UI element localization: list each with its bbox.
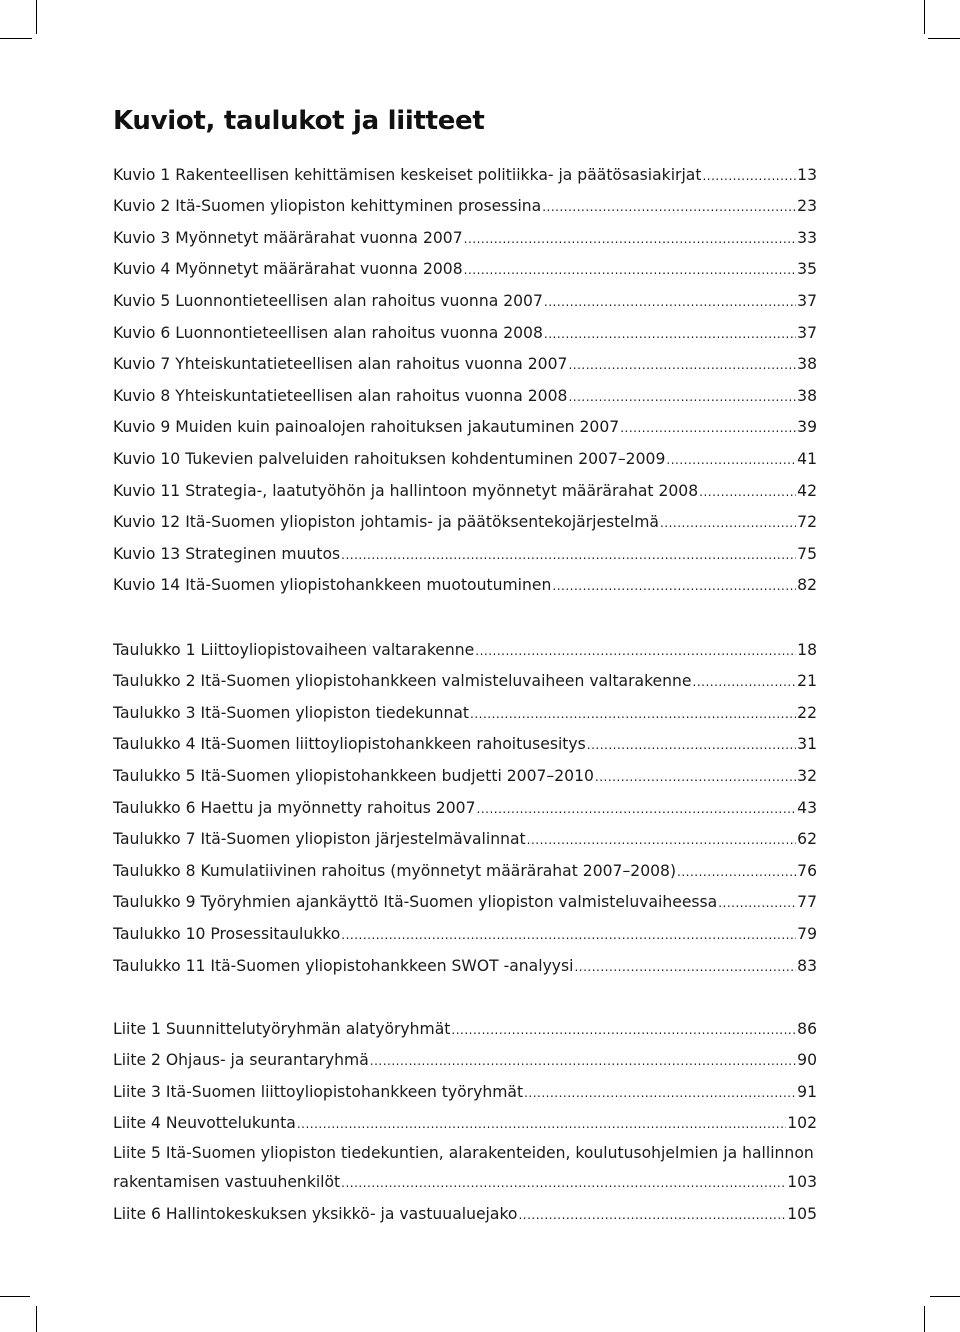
- dot-leader: [702, 164, 796, 180]
- toc-entry-label: Kuvio 8 Yhteiskuntatieteellisen alan rahoitus vuonna 2008: [113, 386, 568, 405]
- dot-leader: [297, 1113, 786, 1129]
- toc-entry-label: Kuvio 2 Itä-Suomen yliopiston kehittyminen prosessina: [113, 197, 542, 216]
- toc-entry-label: Kuvio 13 Strateginen muutos: [113, 544, 341, 563]
- toc-entry[interactable]: [113, 164, 817, 196]
- toc-entry[interactable]: [113, 480, 817, 512]
- dot-leader: [451, 1018, 796, 1034]
- toc-entry[interactable]: [113, 892, 817, 924]
- toc-entry-label: Kuvio 6 Luonnontieteellisen alan rahoitus vuonna 2008: [113, 323, 543, 342]
- crop-mark: [36, 1306, 37, 1332]
- dot-leader: [660, 512, 796, 528]
- dot-leader: [341, 543, 796, 559]
- toc-entry-label: Taulukko 10 Prosessitaulukko: [113, 924, 341, 943]
- toc-entry[interactable]: [113, 385, 817, 417]
- toc-entry-label: Liite 1 Suunnittelutyöryhmän alatyöryhmät: [113, 1019, 451, 1038]
- toc-entry[interactable]: [113, 1018, 817, 1050]
- crop-mark: [0, 38, 32, 39]
- toc-entry[interactable]: [113, 196, 817, 228]
- dot-leader: [544, 322, 796, 338]
- dot-leader: [544, 290, 796, 306]
- toc-entry[interactable]: [113, 955, 817, 987]
- dot-leader: [620, 417, 796, 433]
- toc-entry-label: Liite 3 Itä-Suomen liittoyliopistohankkeen työryhmät: [113, 1082, 524, 1101]
- toc-entry-page: 31: [797, 735, 817, 754]
- toc-entry-page: 13: [797, 165, 817, 184]
- toc-entry[interactable]: [113, 322, 817, 354]
- toc-entry-label: Kuvio 11 Strategia-, laatutyöhön ja hallintoon myönnetyt määrärahat 2008: [113, 481, 699, 500]
- toc-entry-label: Liite 4 Neuvottelukunta: [113, 1114, 296, 1133]
- toc-entry[interactable]: [113, 227, 817, 259]
- crop-mark: [924, 1306, 925, 1332]
- dot-leader: [677, 860, 796, 876]
- toc-entry-label: Kuvio 1 Rakenteellisen kehittämisen keskeiset politiikka- ja päätösasiakirjat: [113, 165, 702, 184]
- toc-entry-page: 103: [787, 1172, 817, 1191]
- page-title: Kuviot, taulukot ja liitteet: [113, 106, 485, 136]
- crop-mark: [0, 1296, 30, 1297]
- crop-mark: [924, 0, 925, 34]
- toc-entry-page: 75: [797, 544, 817, 563]
- dot-leader: [574, 955, 796, 971]
- appendix-list: [113, 1018, 817, 1235]
- dot-leader: [568, 385, 796, 401]
- dot-leader: [518, 1203, 786, 1219]
- toc-entry-page: 62: [797, 830, 817, 849]
- dot-leader: [524, 1081, 796, 1097]
- dot-leader: [370, 1050, 796, 1066]
- toc-entry-page: 91: [797, 1082, 817, 1101]
- toc-entry-page: 43: [797, 798, 817, 817]
- dot-leader: [527, 829, 797, 845]
- dot-leader: [568, 354, 796, 370]
- toc-entry-page: 83: [797, 956, 817, 975]
- toc-entry-page: 105: [787, 1204, 817, 1223]
- toc-entry-page: 72: [797, 513, 817, 532]
- toc-entry[interactable]: [113, 797, 817, 829]
- toc-entry-label: Taulukko 6 Haettu ja myönnetty rahoitus 2007: [113, 798, 476, 817]
- toc-entry[interactable]: [113, 765, 817, 797]
- toc-entry-label: Taulukko 9 Työryhmien ajankäyttö Itä-Suomen yliopiston valmisteluvaiheessa: [113, 893, 718, 912]
- toc-entry-page: 21: [797, 672, 817, 691]
- toc-entry[interactable]: [113, 1113, 817, 1145]
- toc-entry-page: 32: [797, 766, 817, 785]
- toc-entry[interactable]: [113, 354, 817, 386]
- toc-entry-label: Taulukko 5 Itä-Suomen yliopistohankkeen budjetti 2007–2010: [113, 766, 594, 785]
- dot-leader: [464, 227, 797, 243]
- toc-entry[interactable]: [113, 575, 817, 607]
- toc-entry[interactable]: [113, 290, 817, 322]
- toc-entry-page: 90: [797, 1051, 817, 1070]
- toc-entry-label: Kuvio 5 Luonnontieteellisen alan rahoitus vuonna 2007: [113, 291, 543, 310]
- dot-leader: [477, 797, 797, 813]
- toc-entry-label: Liite 5 Itä-Suomen yliopiston tiedekuntien, alarakenteiden, koulutusohjelmien ja hallinnon: [113, 1144, 814, 1163]
- toc-entry-page: 35: [797, 260, 817, 279]
- toc-entry[interactable]: [113, 543, 817, 575]
- toc-entry-label: Kuvio 10 Tukevien palveluiden rahoituksen kohdentuminen 2007–2009: [113, 449, 666, 468]
- dot-leader: [341, 923, 796, 939]
- toc-entry[interactable]: [113, 639, 817, 671]
- toc-entry-page: 82: [797, 576, 817, 595]
- toc-entry-page: 76: [797, 861, 817, 880]
- toc-entry[interactable]: [113, 417, 817, 449]
- crop-mark: [930, 1296, 960, 1297]
- toc-entry-label: Kuvio 12 Itä-Suomen yliopiston johtamis- ja päätöksentekojärjestelmä: [113, 513, 659, 532]
- toc-entry[interactable]: [113, 1171, 817, 1203]
- table-list: [113, 639, 817, 987]
- toc-entry[interactable]: [113, 734, 817, 766]
- toc-entry-label: Kuvio 4 Myönnetyt määrärahat vuonna 2008: [113, 260, 463, 279]
- toc-entry[interactable]: [113, 702, 817, 734]
- dot-leader: [475, 639, 796, 655]
- toc-entry-label: Taulukko 7 Itä-Suomen yliopiston järjestelmävalinnat: [113, 830, 526, 849]
- toc-entry-page: 37: [797, 291, 817, 310]
- toc-entry-label: rakentamisen vastuuhenkilöt: [113, 1172, 341, 1191]
- figure-list: [113, 164, 817, 606]
- toc-entry-label: Taulukko 1 Liittoyliopistovaiheen valtarakenne: [113, 640, 475, 659]
- toc-entry[interactable]: [113, 512, 817, 544]
- toc-entry[interactable]: [113, 1203, 817, 1235]
- toc-entry-label: Taulukko 11 Itä-Suomen yliopistohankkeen SWOT -analyysi: [113, 956, 574, 975]
- dot-leader: [693, 671, 797, 687]
- toc-entry-page: 33: [797, 228, 817, 247]
- toc-entry-label: Kuvio 9 Muiden kuin painoalojen rahoituksen jakautuminen 2007: [113, 418, 620, 437]
- dot-leader: [464, 259, 797, 275]
- toc-entry-page: 41: [797, 449, 817, 468]
- toc-entry[interactable]: [113, 448, 817, 480]
- toc-entry-label: Liite 6 Hallintokeskuksen yksikkö- ja vastuualuejako: [113, 1204, 518, 1223]
- dot-leader: [595, 765, 796, 781]
- toc-entry-label: Kuvio 14 Itä-Suomen yliopistohankkeen muotoutuminen: [113, 576, 552, 595]
- toc-entry-label: Kuvio 7 Yhteiskuntatieteellisen alan rahoitus vuonna 2007: [113, 355, 568, 374]
- toc-entry-page: 39: [797, 418, 817, 437]
- dot-leader: [718, 892, 796, 908]
- toc-entry[interactable]: [113, 829, 817, 861]
- toc-entry[interactable]: [113, 671, 817, 703]
- toc-entry-page: 79: [797, 924, 817, 943]
- toc-entry-page: 37: [797, 323, 817, 342]
- toc-entry[interactable]: [113, 860, 817, 892]
- toc-entry[interactable]: [113, 259, 817, 291]
- dot-leader: [666, 448, 796, 464]
- toc-entry[interactable]: [113, 1144, 817, 1171]
- toc-entry[interactable]: [113, 1050, 817, 1082]
- dot-leader: [341, 1171, 786, 1187]
- toc-entry-label: Liite 2 Ohjaus- ja seurantaryhmä: [113, 1051, 369, 1070]
- toc-entry-page: 102: [787, 1114, 817, 1133]
- toc-entry-label: Kuvio 3 Myönnetyt määrärahat vuonna 2007: [113, 228, 463, 247]
- toc-entry-label: Taulukko 3 Itä-Suomen yliopiston tiedekunnat: [113, 703, 470, 722]
- toc-entry-label: Taulukko 4 Itä-Suomen liittoyliopistohankkeen rahoitusesitys: [113, 735, 586, 754]
- toc-entry-page: 42: [797, 481, 817, 500]
- toc-entry-label: Taulukko 8 Kumulatiivinen rahoitus (myönnetyt määrärahat 2007–2008): [113, 861, 677, 880]
- crop-mark: [928, 38, 960, 39]
- dot-leader: [470, 702, 796, 718]
- dot-leader: [552, 575, 796, 591]
- crop-mark: [36, 0, 37, 34]
- toc-entry-page: 77: [797, 893, 817, 912]
- toc-entry-page: 38: [797, 386, 817, 405]
- toc-entry[interactable]: [113, 1081, 817, 1113]
- dot-leader: [542, 196, 796, 212]
- toc-entry-page: 18: [797, 640, 817, 659]
- toc-entry-page: 23: [797, 197, 817, 216]
- toc-entry-page: 38: [797, 355, 817, 374]
- dot-leader: [699, 480, 796, 496]
- toc-entry[interactable]: [113, 923, 817, 955]
- toc-entry-page: 86: [797, 1019, 817, 1038]
- dot-leader: [587, 734, 796, 750]
- toc-entry-label: Taulukko 2 Itä-Suomen yliopistohankkeen valmisteluvaiheen valtarakenne: [113, 672, 692, 691]
- toc-entry-page: 22: [797, 703, 817, 722]
